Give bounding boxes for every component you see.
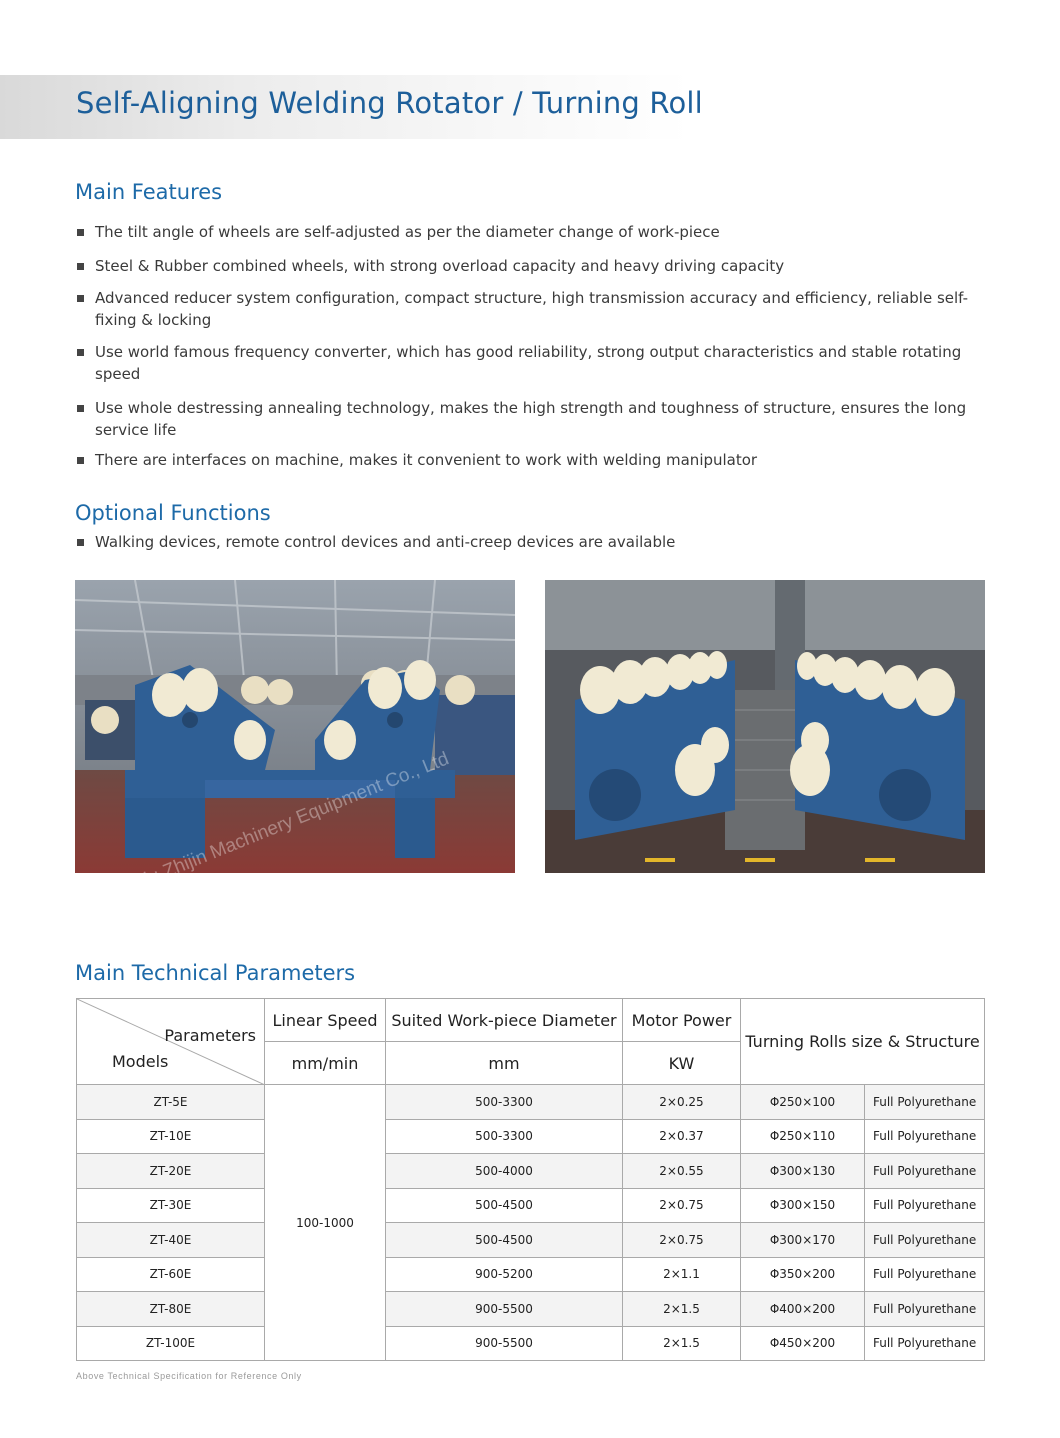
cell-linear-speed: 100-1000 <box>265 1085 386 1361</box>
cell-size: Φ400×200 <box>741 1292 865 1327</box>
cell-power: 2×0.37 <box>623 1119 741 1154</box>
bullet-square-icon <box>77 457 84 464</box>
table-row <box>77 1257 985 1292</box>
feature-item <box>77 449 997 471</box>
cell-diameter: 900-5200 <box>386 1257 623 1292</box>
optional-text: Walking devices, remote control devices and anti-creep devices are available <box>95 533 676 551</box>
cell-diameter: 900-5500 <box>386 1326 623 1361</box>
cell-power: 2×1.1 <box>623 1257 741 1292</box>
cell-diameter: 500-3300 <box>386 1119 623 1154</box>
cell-diameter: 900-5500 <box>386 1292 623 1327</box>
feature-item <box>77 397 997 441</box>
col-header-structure: Turning Rolls size & Structure <box>741 999 985 1085</box>
cell-structure: Full Polyurethane <box>865 1257 985 1292</box>
main-features-heading: Main Features <box>75 180 223 204</box>
optional-functions-list <box>77 531 997 553</box>
cell-power: 2×0.75 <box>623 1188 741 1223</box>
feature-text: Advanced reducer system configuration, compact structure, high transmission accuracy and efficiency, reliable self-fixing & locking <box>95 289 969 329</box>
feature-item <box>77 341 997 385</box>
optional-functions-heading: Optional Functions <box>75 501 271 525</box>
cell-structure: Full Polyurethane <box>865 1188 985 1223</box>
roller-rows-illustration <box>545 580 985 873</box>
table-row <box>77 1119 985 1154</box>
cell-diameter: 500-4500 <box>386 1188 623 1223</box>
cell-structure: Full Polyurethane <box>865 1154 985 1189</box>
cell-size: Φ300×150 <box>741 1188 865 1223</box>
cell-structure: Full Polyurethane <box>865 1292 985 1327</box>
unit-motor-power: KW <box>623 1042 741 1085</box>
feature-text: There are interfaces on machine, makes it convenient to work with welding manipulator <box>95 451 758 469</box>
cell-diameter: 500-3300 <box>386 1085 623 1120</box>
models-label: Models <box>112 1052 169 1071</box>
technical-parameters-heading: Main Technical Parameters <box>75 961 356 985</box>
rotator-photo-left <box>75 580 515 873</box>
feature-text: Use whole destressing annealing technology, makes the high strength and toughness of structure, ensures the long service life <box>95 399 967 439</box>
cell-model: ZT-40E <box>77 1223 265 1258</box>
main-features-list <box>77 221 997 471</box>
cell-diameter: 500-4500 <box>386 1223 623 1258</box>
cell-model: ZT-20E <box>77 1154 265 1189</box>
optional-item <box>77 531 997 553</box>
cell-size: Φ300×130 <box>741 1154 865 1189</box>
cell-power: 2×0.55 <box>623 1154 741 1189</box>
bullet-square-icon <box>77 229 84 236</box>
cell-structure: Full Polyurethane <box>865 1223 985 1258</box>
table-row <box>77 1292 985 1327</box>
cell-model: ZT-5E <box>77 1085 265 1120</box>
col-header-diameter: Suited Work-piece Diameter <box>386 999 623 1042</box>
table-row <box>77 1223 985 1258</box>
feature-item <box>77 255 997 277</box>
footnote: Above Technical Specification for Reference Only <box>76 1371 302 1381</box>
table-row <box>77 1188 985 1223</box>
table-row <box>77 1154 985 1189</box>
cell-power: 2×0.75 <box>623 1223 741 1258</box>
table-row <box>77 1085 985 1120</box>
feature-text: Use world famous frequency converter, which has good reliability, strong output characteristics and stable rotating speed <box>95 343 962 383</box>
cell-size: Φ250×110 <box>741 1119 865 1154</box>
cell-size: Φ350×200 <box>741 1257 865 1292</box>
bullet-square-icon <box>77 349 84 356</box>
cell-size: Φ450×200 <box>741 1326 865 1361</box>
cell-power: 2×0.25 <box>623 1085 741 1120</box>
rotator-illustration <box>75 580 515 873</box>
cell-structure: Full Polyurethane <box>865 1085 985 1120</box>
bullet-square-icon <box>77 295 84 302</box>
parameters-label: Parameters <box>164 1026 256 1045</box>
cell-diameter: 500-4000 <box>386 1154 623 1189</box>
bullet-square-icon <box>77 539 84 546</box>
feature-text: The tilt angle of wheels are self-adjusted as per the diameter change of work-piece <box>95 223 720 241</box>
bullet-square-icon <box>77 263 84 270</box>
table-corner-cell <box>77 999 265 1085</box>
cell-model: ZT-80E <box>77 1292 265 1327</box>
feature-item <box>77 287 997 331</box>
col-header-linear-speed: Linear Speed <box>265 999 386 1042</box>
cell-structure: Full Polyurethane <box>865 1326 985 1361</box>
table-row <box>77 1326 985 1361</box>
cell-size: Φ250×100 <box>741 1085 865 1120</box>
cell-power: 2×1.5 <box>623 1326 741 1361</box>
cell-structure: Full Polyurethane <box>865 1119 985 1154</box>
cell-size: Φ300×170 <box>741 1223 865 1258</box>
rotator-photo-right <box>545 580 985 873</box>
unit-linear-speed: mm/min <box>265 1042 386 1085</box>
page-title: Self-Aligning Welding Rotator / Turning Roll <box>76 86 703 120</box>
feature-item <box>77 221 997 243</box>
unit-diameter: mm <box>386 1042 623 1085</box>
cell-model: ZT-10E <box>77 1119 265 1154</box>
bullet-square-icon <box>77 405 84 412</box>
technical-parameters-table <box>76 998 985 1361</box>
cell-model: ZT-60E <box>77 1257 265 1292</box>
cell-power: 2×1.5 <box>623 1292 741 1327</box>
col-header-motor-power: Motor Power <box>623 999 741 1042</box>
cell-model: ZT-30E <box>77 1188 265 1223</box>
feature-text: Steel & Rubber combined wheels, with strong overload capacity and heavy driving capacity <box>95 257 785 275</box>
cell-model: ZT-100E <box>77 1326 265 1361</box>
